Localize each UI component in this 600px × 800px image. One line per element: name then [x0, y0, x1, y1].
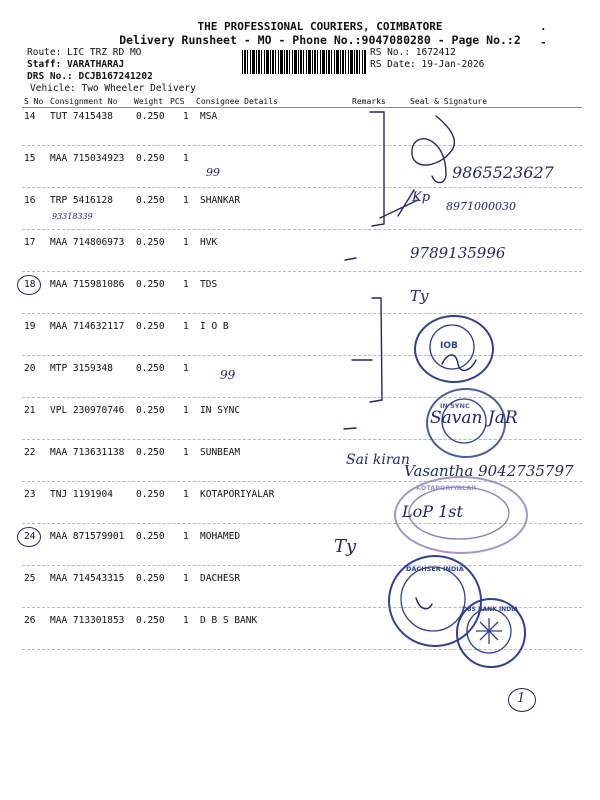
handwritten-row16-mark: Kp	[412, 190, 431, 205]
col-consignment: Consignment No	[50, 97, 118, 106]
row-sno: 24	[24, 531, 36, 542]
company-title: THE PROFESSIONAL COURIERS, COIMBATORE	[197, 20, 443, 33]
row-consignment: MAA 713301853	[50, 615, 125, 626]
dachser-stamp: DACHSER INDIA	[388, 555, 482, 647]
runsheet-subtitle: Delivery Runsheet - MO - Phone No.:9047080280 - Page No.:2	[119, 33, 521, 47]
dbs-stamp: DBS BANK INDIA	[456, 598, 526, 668]
col-consignee: Consignee Details	[196, 97, 278, 106]
handwritten-row17-phone: 9789135996	[410, 244, 506, 262]
vehicle-text: Vehicle: Two Wheeler Delivery	[30, 83, 196, 94]
row-pcs: 1	[183, 363, 189, 374]
col-remarks: Remarks	[352, 97, 386, 106]
row-consignment: MAA 714632117	[50, 321, 125, 332]
row-consignment: MAA 713631138	[50, 447, 125, 458]
row-weight: 0.250	[136, 573, 165, 584]
handwritten-row16-note: 93318339	[52, 212, 93, 221]
handwritten-row21-signature: Savan JaR	[430, 408, 518, 428]
kotaporiyalar-stamp: KOTAPORIYALAR	[394, 476, 528, 554]
row-consignee: MSA	[200, 111, 218, 122]
row-weight: 0.250	[136, 153, 165, 164]
dachser-inner-ring	[401, 567, 465, 631]
handwritten-row22-phone: Vasantha 9042735797	[404, 462, 574, 480]
row-pcs: 1	[183, 615, 189, 626]
row-consignee: I O B	[200, 321, 229, 332]
row-weight: 0.250	[136, 279, 165, 290]
row-consignee: KOTAPORIYALAR	[200, 489, 275, 500]
row-pcs: 1	[183, 531, 189, 542]
col-seal: Seal & Signature	[410, 97, 488, 106]
handwritten-row24-mark: Ty	[334, 536, 357, 557]
row-consignment: MAA 714543315	[50, 573, 125, 584]
row-sno: 17	[24, 237, 36, 248]
col-pcs: PCS	[170, 97, 185, 106]
row-pcs: 1	[183, 573, 189, 584]
row-consignment: TNJ 1191904	[50, 489, 113, 500]
rs-no-text: RS No.: 1672412	[370, 47, 456, 58]
row-consignment: MAA 715034923	[50, 153, 125, 164]
row-consignment: MTP 3159348	[50, 363, 113, 374]
row-consignee: SUNBEAM	[200, 447, 241, 458]
row-sno: 22	[24, 447, 36, 458]
staff-text: Staff: VARATHARAJ	[27, 59, 125, 70]
row-sno: 21	[24, 405, 36, 416]
handwritten-row18-mark: Ty	[410, 287, 429, 305]
col-weight: Weight	[134, 97, 163, 106]
row-consignee: D B S BANK	[200, 615, 258, 626]
page-number-circle	[508, 688, 536, 712]
row-consignment: VPL 230970746	[50, 405, 125, 416]
iob-inner-ring	[430, 325, 474, 369]
row-pcs: 1	[183, 237, 189, 248]
row-consignee: DACHESR	[200, 573, 241, 584]
row-consignment: MAA 714806973	[50, 237, 125, 248]
row-weight: 0.250	[136, 615, 165, 626]
row-weight: 0.250	[136, 363, 165, 374]
row-weight: 0.250	[136, 405, 165, 416]
row-consignment: MAA 715981086	[50, 279, 125, 290]
row-pcs: 1	[183, 279, 189, 290]
row-sno: 19	[24, 321, 36, 332]
row-consignee: HVK	[200, 237, 218, 248]
drs-text: DRS No.: DCJB167241202	[27, 71, 153, 82]
row-consignment: MAA 871579901	[50, 531, 125, 542]
col-sno: S No	[24, 97, 44, 106]
row-sno: 20	[24, 363, 36, 374]
row-pcs: 1	[183, 111, 189, 122]
rs-date-text: RS Date: 19-Jan-2026	[370, 59, 485, 70]
row-sno: 25	[24, 573, 36, 584]
row-sno: 18	[24, 279, 36, 290]
iob-stamp: IOB	[414, 315, 494, 383]
handwritten-page-number: 1	[517, 691, 526, 706]
row-consignee: TDS	[200, 279, 218, 290]
row-sno: 23	[24, 489, 36, 500]
row-sno: 16	[24, 195, 36, 206]
row-sno: 14	[24, 111, 36, 122]
row-weight: 0.250	[136, 447, 165, 458]
handwritten-row15-phone: 9865523627	[452, 163, 554, 182]
route-text: Route: LIC TRZ RD MO	[27, 47, 142, 58]
row-consignee: MOHAMED	[200, 531, 241, 542]
row-weight: 0.250	[136, 321, 165, 332]
handwritten-row15-mark: 99	[206, 166, 220, 179]
row-consignee: SHANKAR	[200, 195, 241, 206]
row-weight: 0.250	[136, 489, 165, 500]
margin-mark: .	[540, 20, 547, 33]
row-pcs: 1	[183, 195, 189, 206]
row-consignment: TRP 5416128	[50, 195, 113, 206]
row-pcs: 1	[183, 321, 189, 332]
row-consignment: TUT 7415438	[50, 111, 113, 122]
row-weight: 0.250	[136, 195, 165, 206]
row-weight: 0.250	[136, 531, 165, 542]
row-pcs: 1	[183, 405, 189, 416]
row-weight: 0.250	[136, 111, 165, 122]
row-sno: 26	[24, 615, 36, 626]
handwritten-row20-mark: 99	[220, 368, 236, 382]
dbs-logo-icon	[476, 618, 502, 644]
row-weight: 0.250	[136, 237, 165, 248]
handwritten-row22-signature: Sai kiran	[346, 452, 410, 468]
handwritten-row16-phone: 8971000030	[446, 200, 516, 213]
row-pcs: 1	[183, 153, 189, 164]
insync-stamp: IN SYNC	[426, 388, 506, 458]
row-sno: 15	[24, 153, 36, 164]
row-pcs: 1	[183, 447, 189, 458]
handwritten-row23-mark: LoP 1st	[402, 502, 463, 521]
row-pcs: 1	[183, 489, 189, 500]
row-consignee: IN SYNC	[200, 405, 241, 416]
margin-dash: -	[540, 36, 547, 49]
